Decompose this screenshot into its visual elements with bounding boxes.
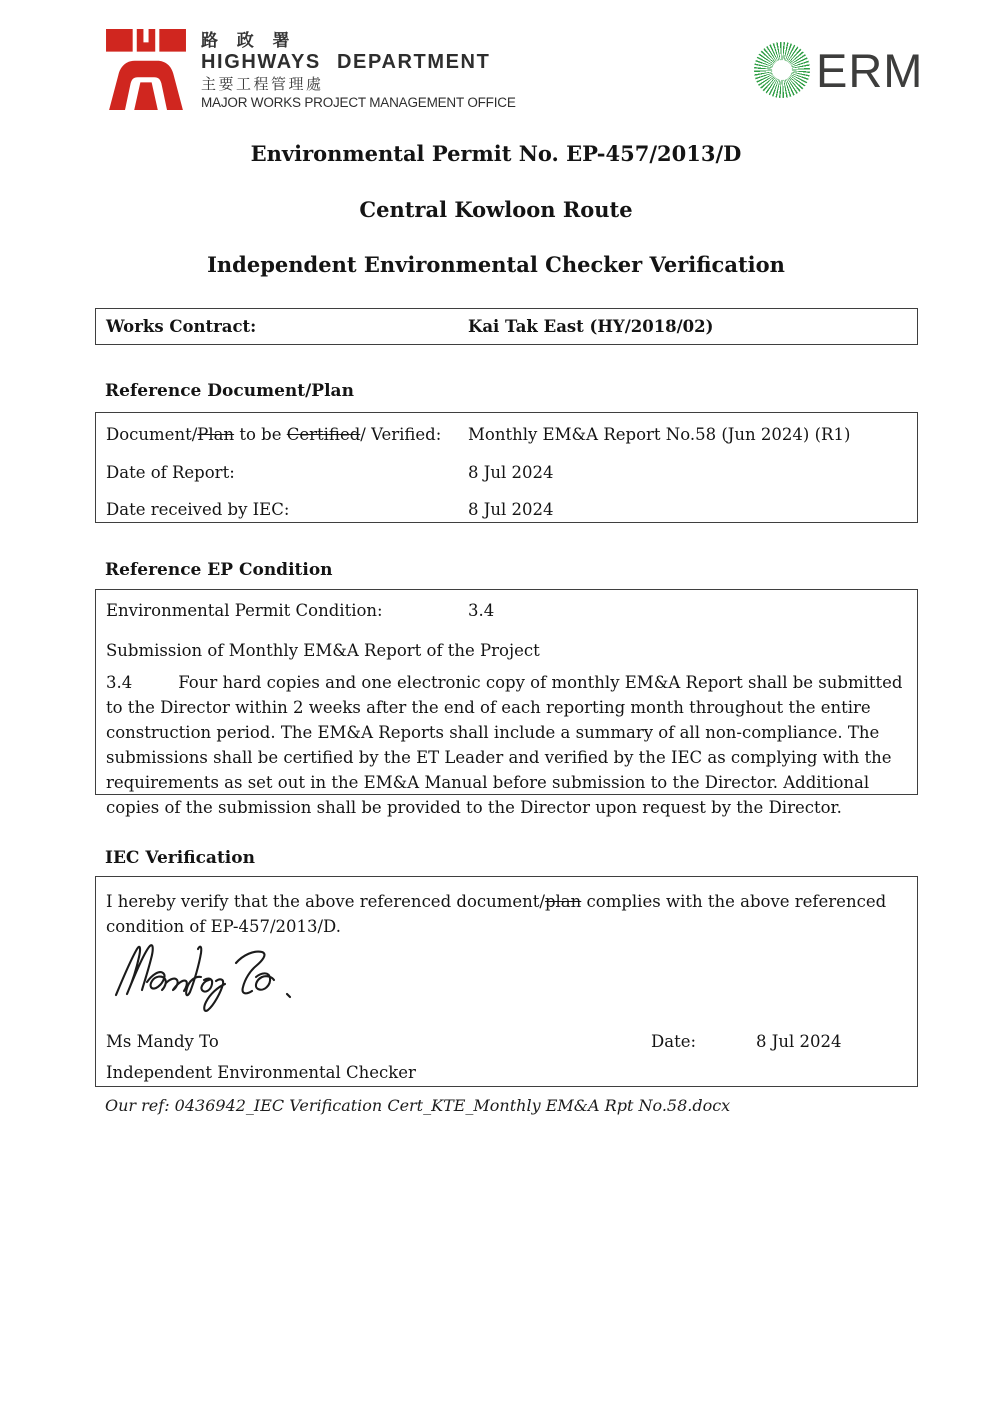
ep-subtitle: Submission of Monthly EM&A Report of the Project [106,641,540,660]
ep-clause-text: Four hard copies and one electronic copy of monthly EM&A Report shall be submitted to the Director within 2 weeks after the end of each reporting month throughout the entire construction period. The EM&A Reports shall include a summary of all non-compliance. The submissions shall be certified by the ET Leader and verified by the IEC as complying with the requirements as set out in the EM&A Manual before submission to the Director. Additional copies of the submission shall be provided to the Director upon request by the Director. [106,673,903,817]
reference-ep-heading: Reference EP Condition [105,560,333,580]
ep-condition-value: 3.4 [468,601,495,620]
iec-statement: I hereby verify that the above referenced document/plan complies with the above referenced condition of EP-457/2013/D. [106,892,887,936]
dept-name-chinese: 路 政 署 [201,31,297,50]
our-ref-line: Our ref: 0436942_IEC Verification Cert_KTE_Monthly EM&A Rpt No.58.docx [105,1096,731,1115]
signature [110,935,315,1015]
reference-ep-box [95,589,918,817]
strike-certified: Certified [286,425,361,444]
document-verified-label: Document/Plan to be Certified/ Verified: [106,425,442,444]
office-name-chinese: 主要工程管理處 [201,76,324,93]
project-title: Central Kowloon Route [359,197,633,222]
ep-condition-label: Environmental Permit Condition: [106,601,383,620]
reference-document-box [95,412,918,523]
date-of-report-value: 8 Jul 2024 [468,463,554,482]
erm-starburst-icon [754,42,810,98]
erm-logo-text: ERM [816,43,924,97]
highways-department-header [106,28,516,111]
date-received-value: 8 Jul 2024 [468,500,554,519]
strike-plan: Plan [197,425,235,444]
dept-name-english: HIGHWAYS DEPARTMENT [201,51,491,73]
signatory-title: Independent Environmental Checker [106,1063,416,1082]
works-contract-label: Works Contract: [106,317,257,336]
office-name-english: MAJOR WORKS PROJECT MANAGEMENT OFFICE [201,95,516,110]
document-verified-value: Monthly EM&A Report No.58 (Jun 2024) (R1) [468,425,851,444]
date-of-report-label: Date of Report: [106,463,235,482]
ep-clause-paragraph [106,670,903,820]
erm-logo [754,42,923,98]
strike-plan-iec: plan [544,892,582,911]
document-type-title: Independent Environmental Checker Verification [207,252,785,277]
highways-department-text [201,28,516,111]
date-value: 8 Jul 2024 [756,1032,842,1051]
works-contract-value: Kai Tak East (HY/2018/02) [468,317,714,336]
permit-number-title: Environmental Permit No. EP-457/2013/D [250,141,742,166]
iec-verification-heading: IEC Verification [105,848,255,868]
reference-document-heading: Reference Document/Plan [105,381,354,401]
highways-department-logo-icon [106,28,186,110]
iec-verification-box [95,876,918,1087]
date-label: Date: [651,1032,697,1051]
date-received-label: Date received by IEC: [106,500,290,519]
works-contract-box [95,308,918,345]
signatory-name: Ms Mandy To [106,1032,219,1051]
ep-clause-number: 3.4 [106,673,133,692]
